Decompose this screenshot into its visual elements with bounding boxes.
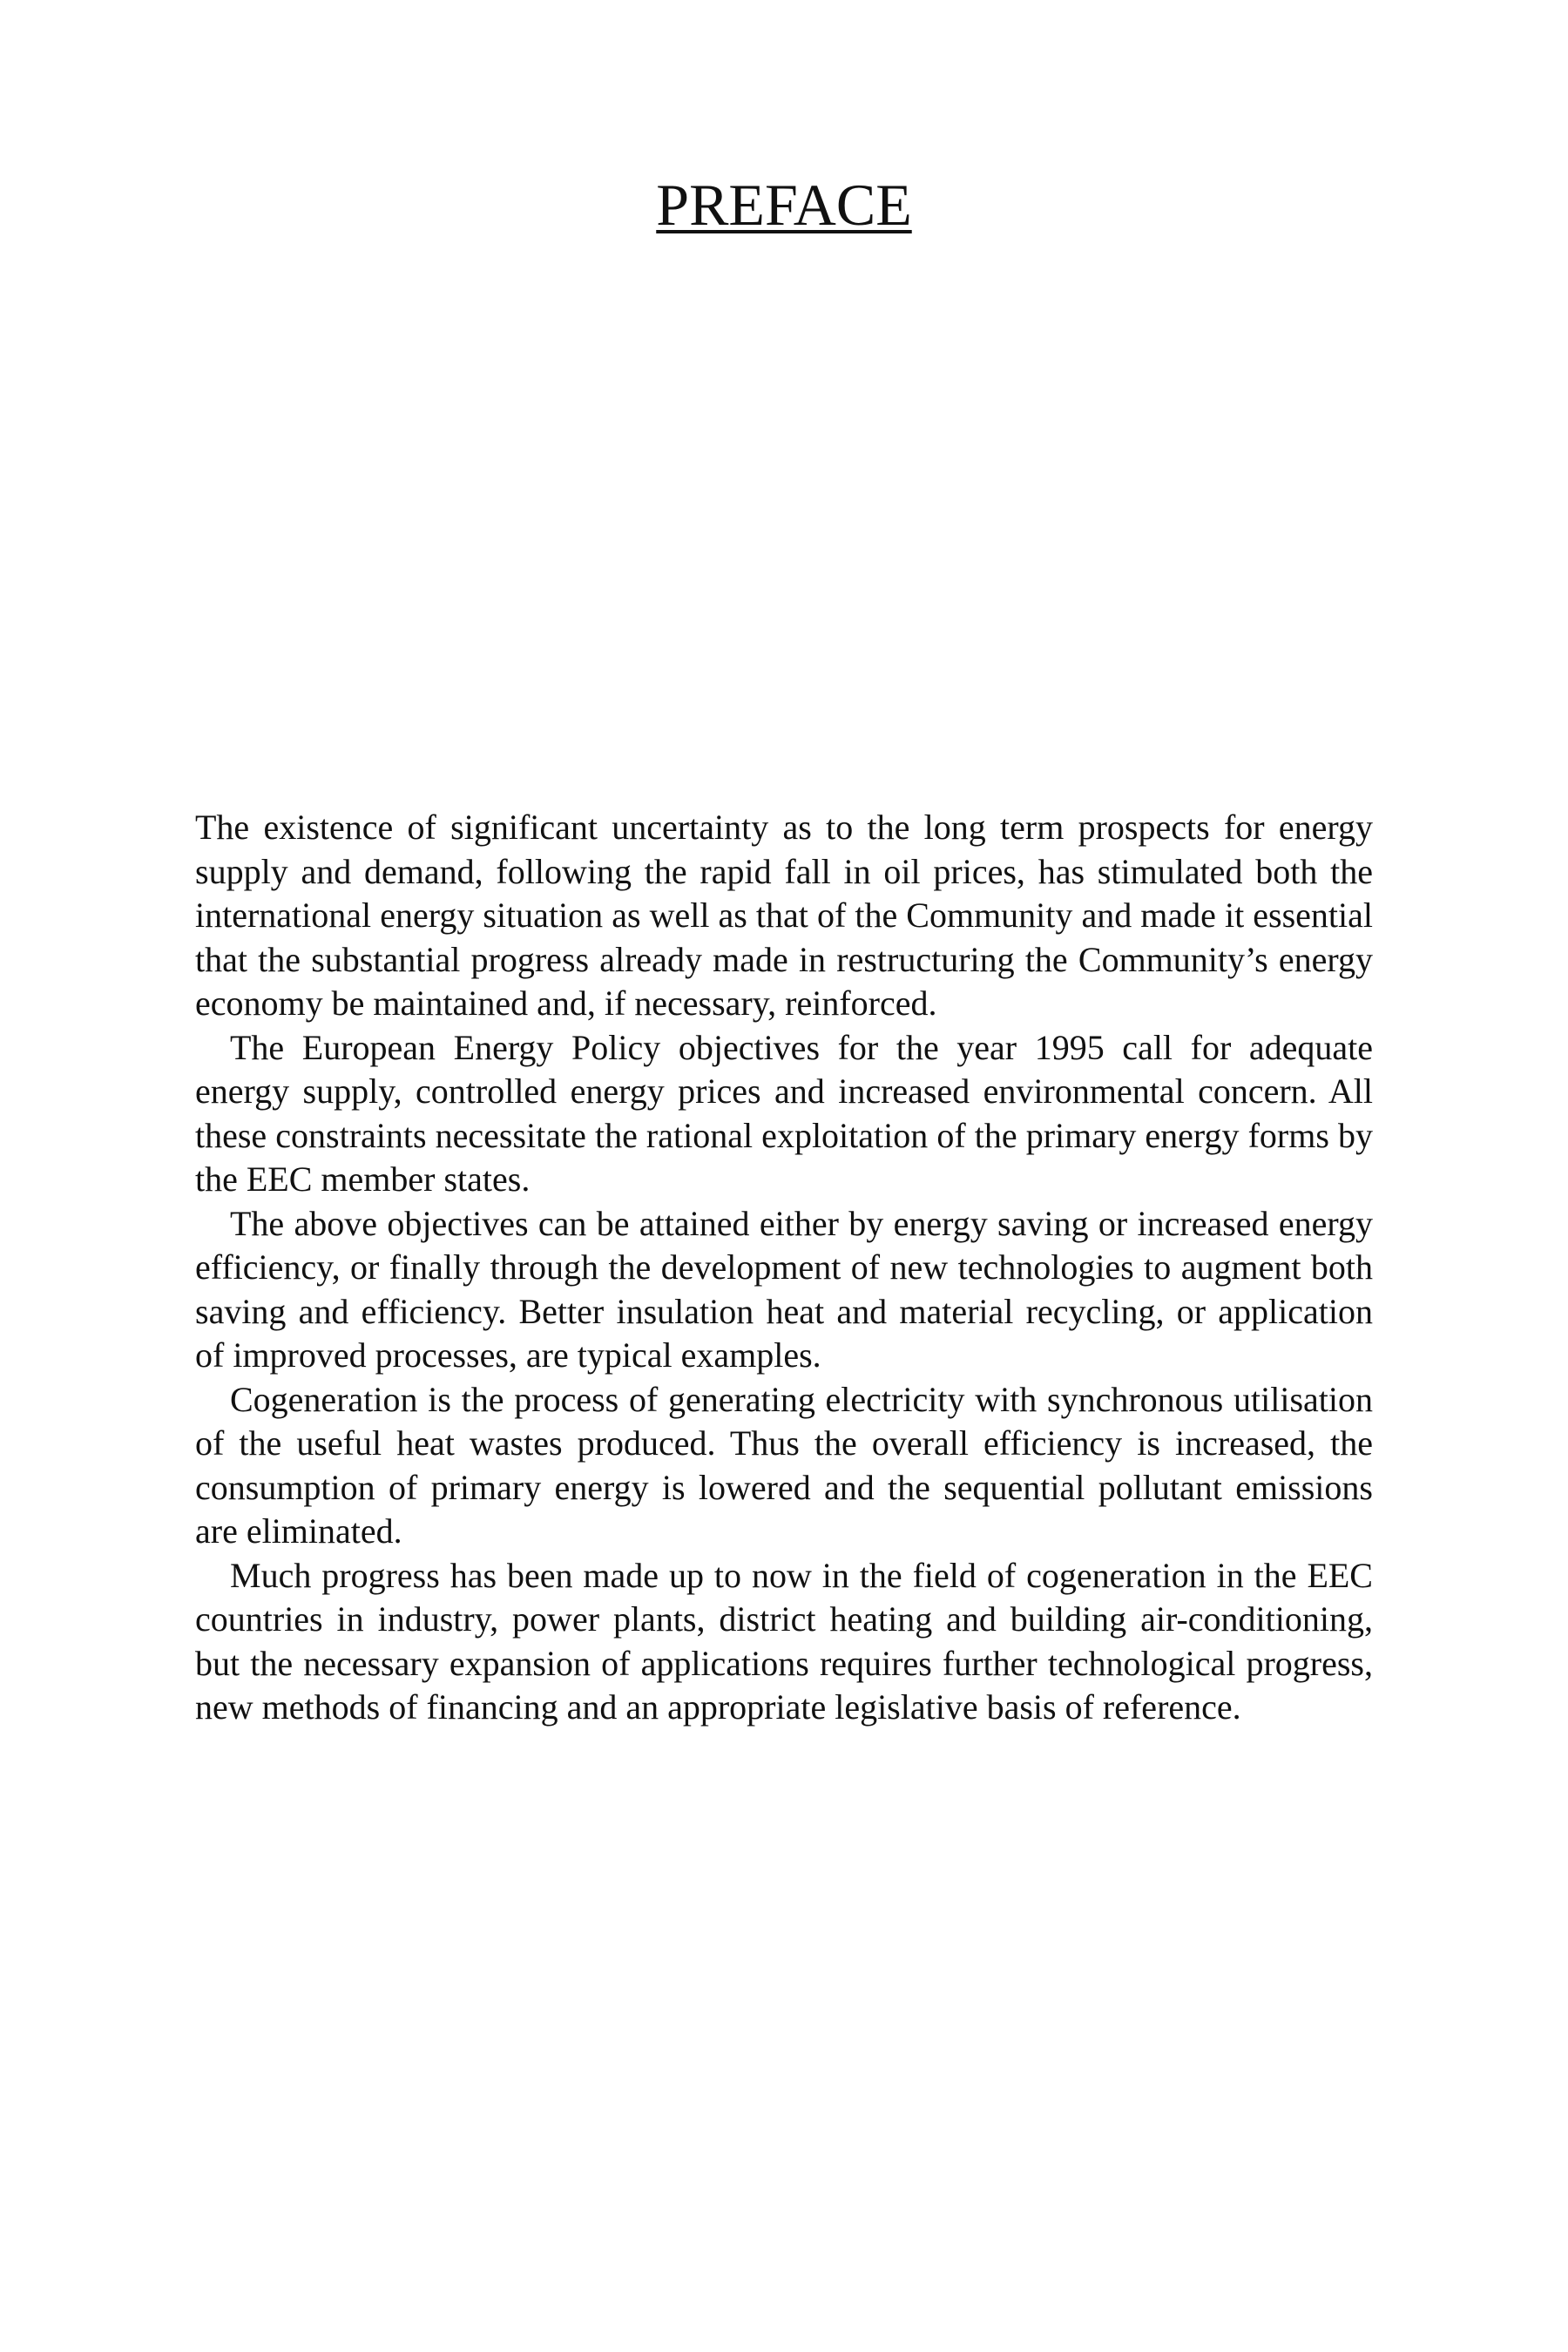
paragraph-4: Cogeneration is the process of generating electricity with synchronous utilisation of the useful heat wastes produced. Thus the overall efficiency is increased, the consumption of primary energy is lowered and the sequential pollutant emissions are eliminated. <box>195 1379 1373 1551</box>
page-title <box>0 170 1568 240</box>
paragraph-3: The above objectives can be attained either by energy saving or increased energy efficiency, or finally through the development of new technologies to augment both saving and efficiency. Better insulation heat and material recycling, or application of improved processes, are typical examples. <box>195 1203 1373 1375</box>
paragraph-5: Much progress has been made up to now in the field of cogeneration in the EEC countries in industry, power plants, district heating and building air-conditioning, but the necessary expansion of applications requires further technological progress, new methods of financing and an appropriate legislative basis of reference. <box>195 1555 1373 1727</box>
page-title-text: PREFACE <box>656 172 912 238</box>
paragraph-1: The existence of significant uncertainty as to the long term prospects for energy supply and demand, following the rapid fall in oil prices, has stimulated both the international energy situation as well as that of the Community and made it essential that the substantial progress already made in restructuring the Community’s energy economy be maintained and, if necessary, reinforced. <box>195 808 1373 1023</box>
preface-body <box>195 806 1373 1730</box>
paragraph-2: The European Energy Policy objectives for the year 1995 call for adequate energy supply, controlled energy prices and increased environmental concern. All these constraints necessitate the rational exploitation of the primary energy forms by the EEC member states. <box>195 1027 1373 1199</box>
